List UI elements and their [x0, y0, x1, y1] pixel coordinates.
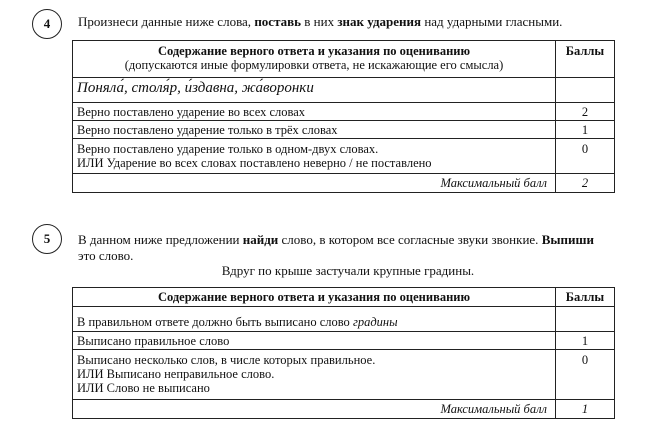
answer-prefix: В правильном ответе должно быть выписано слово [77, 315, 353, 329]
answer-row [73, 307, 615, 332]
instr-bold: поставь [254, 14, 302, 29]
header-main: Содержание верного ответа и указания по оцениванию [157, 44, 471, 58]
criteria-line: ИЛИ Выписано неправильное слово. [77, 367, 275, 381]
criteria-cell: Верно поставлено ударение только в трёх словах [73, 121, 556, 139]
criteria-line: ИЛИ Слово не выписано [77, 381, 210, 395]
answer-word: градины [352, 315, 398, 329]
instr-bold: знак ударения [337, 14, 422, 29]
table-row [73, 350, 615, 400]
instr-text: над ударными гласными. [421, 14, 563, 29]
instr-text: В данном ниже предложении [78, 232, 243, 247]
answer-points-empty [556, 307, 615, 332]
max-score-row [73, 400, 615, 419]
answer-points-empty [556, 78, 615, 103]
header-criteria [73, 41, 556, 78]
table-row [73, 103, 615, 121]
task-5-number-badge [32, 224, 62, 254]
instr-text: это слово. [78, 248, 134, 263]
instr-bold: найди [242, 232, 279, 247]
answer-cell [73, 307, 556, 332]
table-header-row [73, 288, 615, 307]
criteria-cell [73, 350, 556, 400]
task-5-number: 5 [43, 231, 51, 246]
task-5-grading-table [72, 287, 615, 419]
table-row [73, 121, 615, 139]
answer-words: Поняла́, столя́р, и́здавна, жа́воронки [73, 78, 556, 103]
instr-text: слово, в котором все согласные звуки звонкие. [278, 232, 542, 247]
criteria-line: ИЛИ Ударение во всех словах поставлено неверно / не поставлено [77, 156, 432, 170]
max-score-value: 2 [556, 174, 615, 193]
max-score-row [73, 174, 615, 193]
points-cell: 2 [556, 103, 615, 121]
points-cell: 1 [556, 332, 615, 350]
answer-row [73, 78, 615, 103]
task-5-sentence: Вдруг по крыше застучали крупные градины. [221, 263, 475, 278]
criteria-line: Верно поставлено ударение только в одном-двух словах. [77, 142, 379, 156]
header-criteria: Содержание верного ответа и указания по оцениванию [73, 288, 556, 307]
criteria-cell [73, 139, 556, 174]
task-5-instruction [78, 232, 648, 264]
instr-bold: Выпиши [541, 232, 594, 247]
header-sub: (допускаются иные формулировки ответа, не искажающие его смысла) [124, 58, 504, 72]
header-points: Баллы [556, 41, 615, 78]
task-4-number-badge [32, 9, 62, 39]
max-score-label: Максимальный балл [73, 400, 556, 419]
max-score-label: Максимальный балл [73, 174, 556, 193]
header-points: Баллы [556, 288, 615, 307]
task-4-grading-table [72, 40, 615, 193]
criteria-cell: Выписано правильное слово [73, 332, 556, 350]
points-cell: 1 [556, 121, 615, 139]
criteria-cell: Верно поставлено ударение во всех словах [73, 103, 556, 121]
points-cell: 0 [556, 139, 615, 174]
table-row [73, 139, 615, 174]
task-4-instruction [78, 14, 648, 30]
table-row [73, 332, 615, 350]
table-header-row [73, 41, 615, 78]
instr-text: Произнеси данные ниже слова, [78, 14, 255, 29]
criteria-line: Выписано несколько слов, в числе которых правильное. [77, 353, 376, 367]
instr-text: в них [301, 14, 338, 29]
points-cell: 0 [556, 350, 615, 400]
task-4-number: 4 [43, 16, 51, 31]
max-score-value: 1 [556, 400, 615, 419]
